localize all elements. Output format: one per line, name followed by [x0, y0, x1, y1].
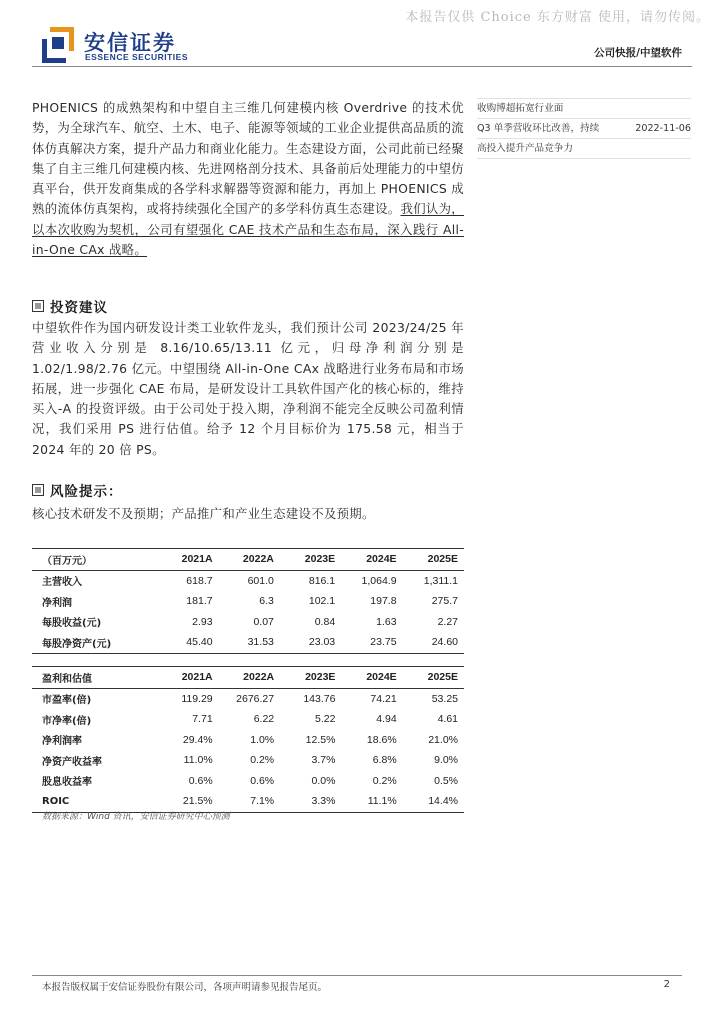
intro-text: PHOENICS 的成熟架构和中望自主三维几何建模内核 Overdrive 的技术优势，为全球汽车、航空、土木、电子、能源等领域的工业企业提供高品质的流体仿真解决方案，提升产品力和商业化能力。生态建设方面，公司此前已经聚集了自主三维几何建模内核、先进网格剖分技术、具备前后处理能力的中望仿真平台，供开发商集成的各学科求解器等资源和能力，再加上 PHOENICS 成熟的流体仿真架构，或将持续强化全国产的多学科仿真生态建设。: [32, 100, 464, 217]
header-divider: [32, 66, 692, 67]
report-type: 公司快报/中望软件: [594, 47, 682, 59]
brand-logo: [40, 25, 200, 67]
brand-logo-icon: [40, 25, 76, 65]
intro-underlined-conclusion: 我们认为，以本次收购为契机，公司有望强化 CAE 技术产品和生态布局，深入践行 All-in-One CAx 战略。: [32, 201, 464, 258]
footer-disclaimer: 本报告版权属于安信证券股份有限公司，各项声明请参见报告尾页。: [42, 982, 328, 993]
section-heading-risk: 风险提示：: [32, 480, 123, 500]
section-heading-invest: 投资建议: [32, 296, 108, 316]
brand-name: 安信证券: [84, 31, 176, 55]
related-report-item[interactable]: Q3 单季营收环比改善，持续 2022-11-06: [477, 119, 691, 139]
footer-divider: [32, 975, 682, 976]
page-number: 2: [663, 979, 670, 990]
section-bullet-icon: [32, 300, 44, 312]
invest-paragraph: 中望软件作为国内研发设计类工业软件龙头，我们预计公司 2023/24/25 年营业收入分别是 8.16/10.65/13.11 亿元，归母净利润分别是 1.02/1.98/2.76 亿元。中望围绕 All-in-One CAx 战略进行业务布局和市场拓展，进一步强化 CAE 布局，是研发设计工具软件国产化的核心标的，维持买入-A 的投资评级。由于公司处于投入期，净利润不能完全反映公司盈利情况，我们采用 PS 进行估值。给予 12 个月目标价为 175.58 元，相当于 2024 年的 20 倍 PS。: [32, 320, 464, 457]
table-row: 市盈率(倍) 119.29 2676.27 143.76 74.21 53.25: [42, 692, 458, 707]
risk-paragraph: 核心技术研发不及预期；产品推广和产业生态建设不及预期。: [32, 506, 375, 521]
related-report-date: 2022-11-06: [635, 123, 691, 134]
table-header-row: （百万元） 2021A 2022A 2023E 2024E 2025E: [32, 549, 464, 571]
table-row: 主营收入 618.7 601.0 816.1 1,064.9 1,311.1: [42, 574, 458, 589]
section-bullet-icon: [32, 484, 44, 496]
brand-name-en: ESSENCE SECURITIES: [85, 52, 188, 62]
table-row: 每股净资产(元) 45.40 31.53 23.03 23.75 24.60: [32, 632, 464, 653]
related-reports: [477, 98, 691, 159]
table-row: ROIC 21.5% 7.1% 3.3% 11.1% 14.4%: [32, 791, 464, 812]
table-row: 净资产收益率 11.0% 0.2% 3.7% 6.8% 9.0%: [42, 754, 458, 768]
table-row: 净利润 181.7 6.3 102.1 197.8 275.7: [42, 595, 458, 609]
valuation-table: [32, 666, 464, 813]
financial-summary-table: [32, 548, 464, 654]
watermark: 本报告仅供 Choice 东方财富 使用，请勿传阅。: [405, 10, 710, 25]
data-source-note: 数据来源：Wind 资讯，安信证券研究中心预测: [42, 812, 230, 822]
table-header-row: 盈利和估值 2021A 2022A 2023E 2024E 2025E: [32, 667, 464, 689]
intro-paragraph: [32, 98, 464, 260]
related-report-item[interactable]: 收购博超拓宽行业面: [477, 98, 691, 119]
table-row: 市净率(倍) 7.71 6.22 5.22 4.94 4.61: [42, 713, 458, 727]
table-row: 净利润率 29.4% 1.0% 12.5% 18.6% 21.0%: [42, 733, 458, 748]
table-row: 股息收益率 0.6% 0.6% 0.0% 0.2% 0.5%: [42, 774, 458, 789]
related-report-item[interactable]: 高投入提升产品竞争力: [477, 139, 691, 159]
table-row: 每股收益(元) 2.93 0.07 0.84 1.63 2.27: [42, 615, 458, 630]
